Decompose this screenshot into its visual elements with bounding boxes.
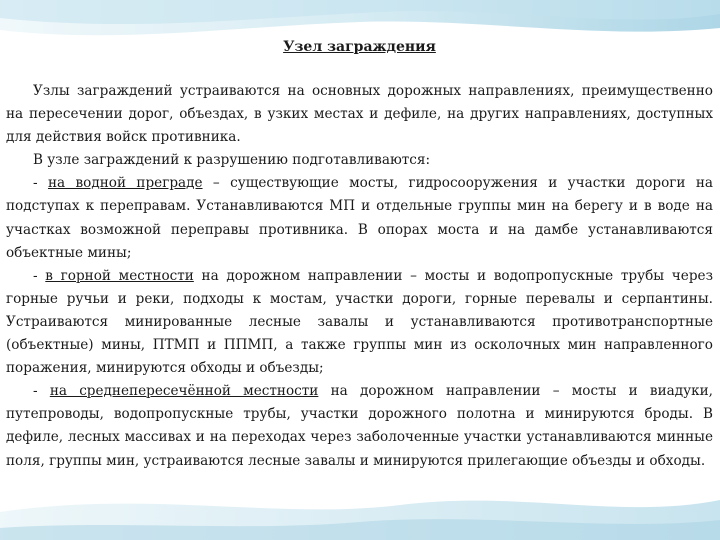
slide-title: Узел заграждения: [283, 39, 436, 55]
list-dash: -: [33, 267, 46, 284]
paragraph-mountain-terrain: [6, 265, 713, 380]
term-mountain-terrain: в горной местности: [45, 267, 194, 284]
paragraph-rough-terrain-text: на дорожном направлении – мосты и виадуки, путепроводы, водопропускные трубы, участки дорожного полотна и минируются броды. В дефиле, лесных массивах и на переходах через заболоченные участки устанавливаются минные поля, группы мин, устраиваются лесные завалы и минируются прилегающие объезды и обходы.: [6, 383, 713, 469]
term-water-obstacle: на водной преграде: [47, 175, 203, 192]
paragraph-water-obstacle-text: – существующие мосты, гидросооружения и участки дороги на подступах к переправам. Устанавливаются МП и отдельные группы мин на берегу и в воде на участках возможной переправы противника. В опорах моста и на дамбе устанавливаются объектные мины;: [6, 175, 713, 261]
paragraph-intro-text: Узлы заграждений устраиваются на основных дорожных направлениях, преимущественно на пересечении дорог, объездах, в узких местах и дефиле, на других направлениях, доступных для действия войск противника.: [6, 83, 713, 146]
list-dash: -: [33, 383, 50, 400]
paragraph-list-lead: [6, 149, 713, 172]
paragraph-intro: [6, 80, 713, 149]
paragraph-rough-terrain: [6, 380, 713, 472]
term-rough-terrain: на среднепересечённой местности: [49, 383, 319, 400]
top-wave-decoration: [0, 0, 720, 35]
paragraph-mountain-terrain-text: на дорожном направлении – мосты и водопропускные трубы через горные ручьи и реки, подходы к мостам, участки дороги, горные перевалы и серпантины. Устраиваются минированные лесные завалы и устанавливаются противотранспортные (объектные) мины, ПТМП и ППМП, а также группы мин из осколочных мин направленного поражения, минируются обходы и объезды;: [6, 267, 713, 377]
list-dash: -: [33, 175, 48, 192]
paragraph-list-lead-text: В узле заграждений к разрушению подготавливаются:: [33, 152, 431, 169]
paragraph-water-obstacle: [6, 172, 713, 264]
slide-content: [6, 36, 713, 473]
bottom-wave-decoration: [0, 500, 720, 540]
